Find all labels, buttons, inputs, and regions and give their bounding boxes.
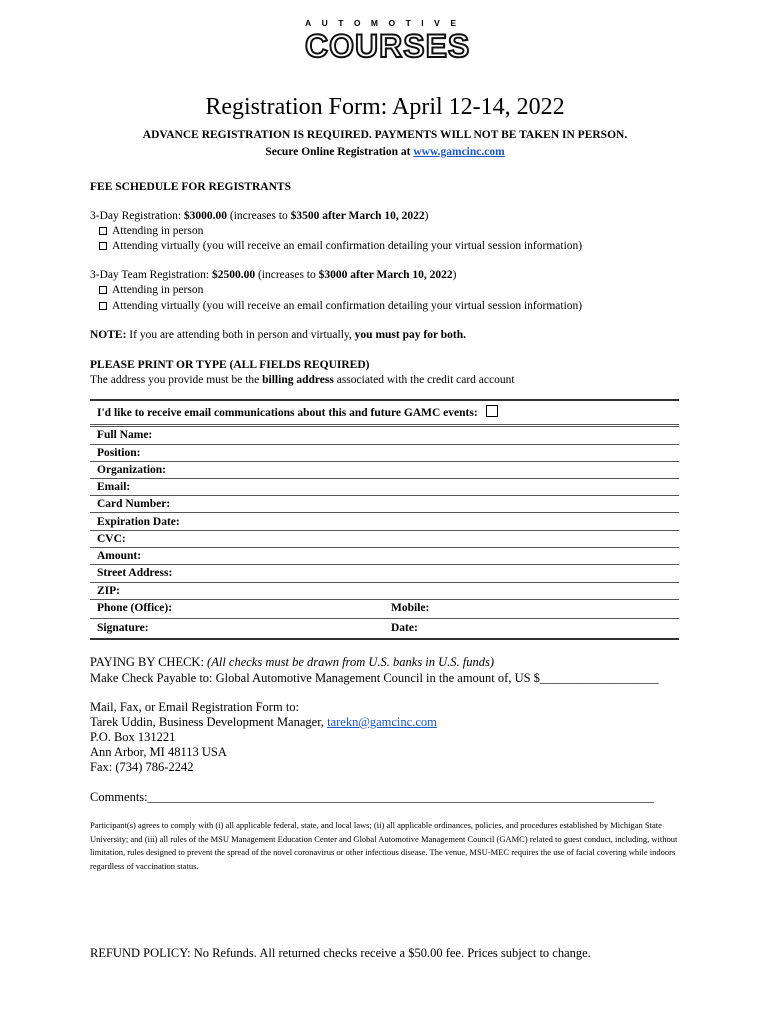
comments-field[interactable]: Comments:_________________________________________________________________________________ xyxy=(90,790,654,804)
checkbox-icon[interactable] xyxy=(99,302,107,310)
row-divider xyxy=(90,424,679,425)
option-label: Attending virtually (you will receive an email confirmation detailing your virtual session information) xyxy=(112,300,583,312)
note-text: If you are attending both in person and virtually, xyxy=(126,329,355,341)
po-box: P.O. Box 131221 xyxy=(90,730,176,744)
team-option-person[interactable] xyxy=(90,284,203,296)
three-day-end: ) xyxy=(424,210,429,222)
online-registration-line xyxy=(0,146,770,158)
three-day-option-virtual[interactable] xyxy=(90,240,582,252)
full-name-field[interactable]: Full Name: xyxy=(97,429,153,441)
row-divider xyxy=(90,495,679,496)
row-divider xyxy=(90,530,679,531)
street-address-field[interactable]: Street Address: xyxy=(97,567,173,579)
logo-top-text: AUTOMOTIVE xyxy=(305,18,467,28)
email-opt-in-row[interactable] xyxy=(97,405,498,419)
contact-email-link[interactable]: tarekn@gamcinc.com xyxy=(327,715,437,729)
email-opt-in-checkbox[interactable] xyxy=(486,405,498,417)
checkbox-icon[interactable] xyxy=(99,286,107,294)
fax-line: Fax: (734) 786-2242 xyxy=(90,760,194,774)
position-field[interactable]: Position: xyxy=(97,447,141,459)
check-italic-note: (All checks must be drawn from U.S. banks in U.S. funds) xyxy=(207,655,495,669)
disclaimer-paragraph: Participant(s) agrees to comply with (i) all applicable federal, state, and local laws; (ii) all applicable ordinances, policies, and procedures established by Michigan State University; and (iii) all rules of the MSU Management Education Center and Global Automotive Management Council (GAMC) related to guest conduct, including, without limitation, rules designed to prevent the spread of the novel coronavirus or other infectious disease. The venue, MSU-MEC requires the use of facial covering while indoors regardless of vaccination status. xyxy=(90,820,678,871)
automotive-courses-logo xyxy=(305,18,471,66)
email-field[interactable]: Email: xyxy=(97,481,131,493)
team-registration-line xyxy=(90,269,457,281)
zip-field[interactable]: ZIP: xyxy=(97,585,120,597)
row-divider xyxy=(90,618,679,619)
email-opt-in-label: I'd like to receive email communications about this and future GAMC events: xyxy=(97,407,478,419)
row-divider xyxy=(90,512,679,513)
page-title: Registration Form: April 12-14, 2022 xyxy=(205,94,565,120)
contact-name: Tarek Uddin, Business Development Manager, xyxy=(90,715,328,729)
card-number-field[interactable]: Card Number: xyxy=(97,498,171,510)
online-registration-link[interactable]: www.gamcinc.com xyxy=(413,146,505,158)
note-bold: you must pay for both. xyxy=(354,329,466,341)
phone-office-field[interactable]: Phone (Office): xyxy=(97,602,173,614)
three-day-increase: $3500 after March 10, 2022 xyxy=(290,210,425,222)
team-mid: (increases to xyxy=(255,269,319,281)
row-divider xyxy=(90,426,679,427)
refund-policy: REFUND POLICY: No Refunds. All returned checks receive a $50.00 fee. Prices subject to change. xyxy=(90,946,591,960)
row-divider xyxy=(90,461,679,462)
team-end: ) xyxy=(452,269,457,281)
team-label: 3-Day Team Registration: xyxy=(90,269,212,281)
team-option-virtual[interactable] xyxy=(90,300,582,312)
date-field[interactable]: Date: xyxy=(391,622,418,634)
check-label: PAYING BY CHECK: xyxy=(90,655,208,669)
form-bottom-border xyxy=(90,638,679,640)
billing-post: associated with the credit card account xyxy=(333,374,515,386)
row-divider xyxy=(90,582,679,583)
expiration-date-field[interactable]: Expiration Date: xyxy=(97,516,180,528)
check-heading-line xyxy=(90,655,494,670)
billing-pre: The address you provide must be the xyxy=(90,374,263,386)
cvc-field[interactable]: CVC: xyxy=(97,533,126,545)
team-price: $2500.00 xyxy=(211,269,256,281)
row-divider xyxy=(90,478,679,479)
option-label: Attending virtually (you will receive an email confirmation detailing your virtual session information) xyxy=(112,240,583,252)
fee-schedule-heading: FEE SCHEDULE FOR REGISTRANTS xyxy=(90,181,291,193)
row-divider xyxy=(90,444,679,445)
three-day-label: 3-Day Registration: xyxy=(90,210,184,222)
option-label: Attending in person xyxy=(112,225,204,237)
three-day-mid: (increases to xyxy=(227,210,291,222)
signature-field[interactable]: Signature: xyxy=(97,622,149,634)
organization-field[interactable]: Organization: xyxy=(97,464,166,476)
note-label: NOTE: xyxy=(90,329,127,341)
three-day-option-person[interactable] xyxy=(90,225,203,237)
row-divider xyxy=(90,599,679,600)
amount-field[interactable]: Amount: xyxy=(97,550,142,562)
note-line xyxy=(90,329,466,341)
logo-main-text: COURSES xyxy=(305,28,471,64)
team-increase: $3000 after March 10, 2022 xyxy=(318,269,453,281)
mail-intro: Mail, Fax, or Email Registration Form to: xyxy=(90,700,300,714)
check-payable-line: Make Check Payable to: Global Automotive Management Council in the amount of, US $___________________ xyxy=(90,671,659,685)
row-divider xyxy=(90,547,679,548)
checkbox-icon[interactable] xyxy=(99,227,107,235)
mobile-field[interactable]: Mobile: xyxy=(391,602,430,614)
advance-notice: ADVANCE REGISTRATION IS REQUIRED. PAYMENTS WILL NOT BE TAKEN IN PERSON. xyxy=(142,129,628,141)
checkbox-icon[interactable] xyxy=(99,242,107,250)
form-top-border xyxy=(90,399,679,401)
billing-address-note xyxy=(90,374,515,386)
row-divider xyxy=(90,564,679,565)
city-line: Ann Arbor, MI 48113 USA xyxy=(90,745,227,759)
contact-line xyxy=(90,715,437,730)
print-heading: PLEASE PRINT OR TYPE (ALL FIELDS REQUIRED) xyxy=(90,359,370,371)
three-day-registration-line xyxy=(90,210,428,222)
billing-bold: billing address xyxy=(262,374,334,386)
option-label: Attending in person xyxy=(112,284,204,296)
online-registration-prefix: Secure Online Registration at xyxy=(265,146,414,158)
three-day-price: $3000.00 xyxy=(183,210,228,222)
